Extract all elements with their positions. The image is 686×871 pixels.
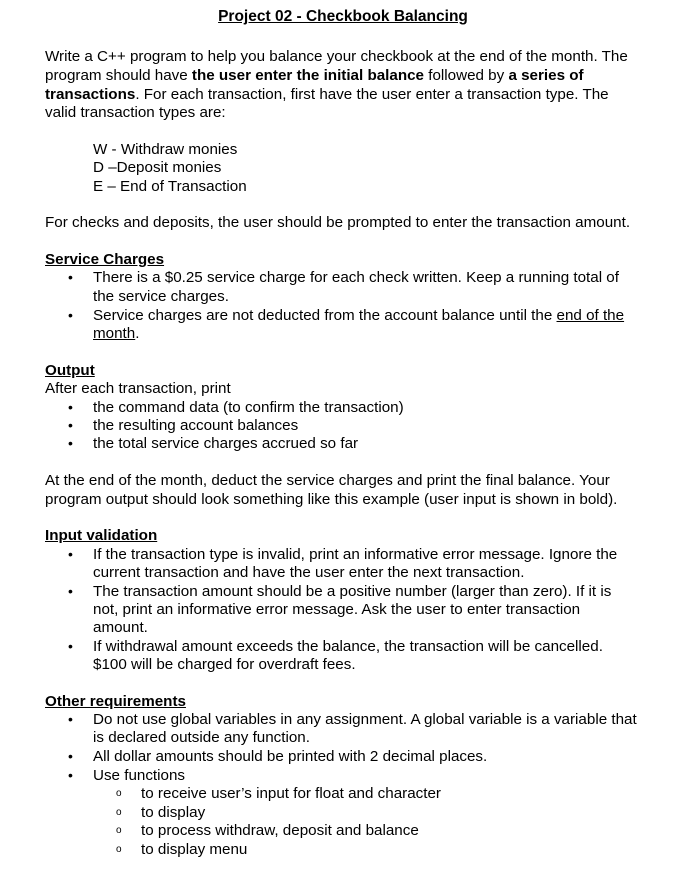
service-bullet-2-line-2 (93, 324, 139, 343)
bullet-icon: • (68, 748, 73, 764)
output-item: the command data (to confirm the transaction) (93, 399, 404, 416)
validation-bullet-1-line-1: If the transaction type is invalid, print an informative error message. Ignore the (93, 546, 618, 563)
bullet-icon: • (68, 546, 73, 562)
checks-line: For checks and deposits, the user should be prompted to enter the transaction amount. (45, 214, 631, 231)
service-text: Service charges are not deducted from the account balance until the (93, 307, 557, 324)
bullet-icon: • (68, 269, 73, 285)
output-item: the total service charges accrued so far (93, 435, 359, 452)
circle-bullet-icon: o (116, 844, 122, 855)
other-bullet-1-line-2: is declared outside any function. (93, 729, 310, 746)
function-item: to process withdraw, deposit and balance (141, 822, 419, 839)
function-item: to display (141, 804, 206, 821)
bullet-icon: • (68, 583, 73, 599)
end-para-line-2: program output should look something like this example (user input is shown in bold). (45, 491, 618, 508)
intro-bold: the user enter the initial balance (191, 67, 425, 84)
type-end: E – End of Transaction (93, 178, 247, 195)
intro-line-4: valid transaction types are: (45, 104, 226, 121)
validation-bullet-2-line-2: not, print an informative error message. Ask the user to enter transaction (93, 601, 581, 618)
bullet-icon: • (68, 638, 73, 654)
validation-bullet-2-line-1: The transaction amount should be a positive number (larger than zero). If it is (93, 583, 612, 600)
other-bullet-3: Use functions (93, 767, 186, 784)
end-para-line-1: At the end of the month, deduct the service charges and print the final balance. Your (45, 472, 610, 489)
circle-bullet-icon: o (116, 825, 122, 836)
intro-line-1: Write a C++ program to help you balance your checkbook at the end of the month. The (45, 48, 628, 65)
validation-heading: Input validation (45, 527, 158, 544)
output-heading: Output (45, 362, 95, 379)
validation-bullet-3-line-1: If withdrawal amount exceeds the balance, the transaction will be cancelled. (93, 638, 603, 655)
intro-text: followed by (424, 67, 509, 84)
bullet-icon: • (68, 399, 73, 415)
service-bullet-1-line-1: There is a $0.25 service charge for each check written. Keep a running total of (93, 269, 619, 286)
other-bullet-1-line-1: Do not use global variables in any assignment. A global variable is a variable that (93, 711, 637, 728)
service-underlined: month (93, 325, 136, 342)
intro-bold: a series of (508, 67, 584, 84)
intro-bold: transactions (45, 86, 136, 103)
validation-bullet-3-line-2: $100 will be charged for overdraft fees. (93, 656, 356, 673)
validation-bullet-1-line-2: current transaction and have the user enter the next transaction. (93, 564, 525, 581)
circle-bullet-icon: o (116, 788, 122, 799)
intro-line-2 (45, 66, 584, 85)
service-bullet-2-line-1 (93, 306, 624, 325)
circle-bullet-icon: o (116, 807, 122, 818)
page-title: Project 02 - Checkbook Balancing (218, 8, 468, 25)
other-bullet-2: All dollar amounts should be printed with 2 decimal places. (93, 748, 488, 765)
intro-line-3 (45, 85, 609, 104)
validation-bullet-2-line-3: amount. (93, 619, 148, 636)
other-heading: Other requirements (45, 693, 186, 710)
service-period: . (135, 325, 140, 342)
output-item: the resulting account balances (93, 417, 299, 434)
bullet-icon: • (68, 435, 73, 451)
service-heading: Service Charges (45, 251, 165, 268)
bullet-icon: • (68, 711, 73, 727)
service-underlined: end of the (556, 307, 625, 324)
type-deposit: D –Deposit monies (93, 159, 222, 176)
function-item: to receive user’s input for float and character (141, 785, 441, 802)
output-intro: After each transaction, print (45, 380, 231, 397)
bullet-icon: • (68, 767, 73, 783)
bullet-icon: • (68, 307, 73, 323)
service-bullet-1-line-2: the service charges. (93, 288, 229, 305)
intro-text: . For each transaction, first have the user enter a transaction type. The (135, 86, 609, 103)
intro-text: program should have (45, 67, 192, 84)
bullet-icon: • (68, 417, 73, 433)
type-withdraw: W - Withdraw monies (93, 141, 238, 158)
function-item: to display menu (141, 841, 248, 858)
